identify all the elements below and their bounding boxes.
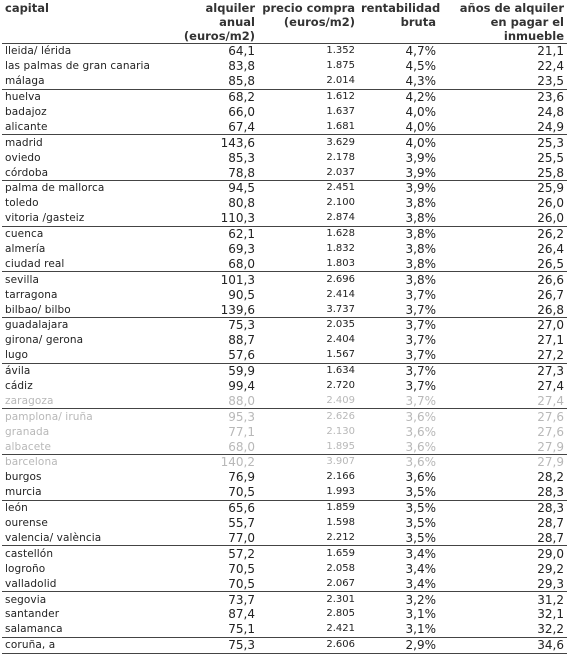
cell-years: 23,6 (439, 89, 567, 104)
table-row (2, 196, 567, 211)
cell-rent: 87,4 (228, 607, 255, 622)
cell-yield: 3,6% (358, 455, 439, 470)
cell-capital: lugo (5, 349, 29, 362)
cell-years: 28,3 (537, 485, 564, 500)
cell-price: 1.859 (258, 500, 358, 515)
cell-years: 29,0 (439, 546, 567, 561)
cell-yield: 3,4% (405, 561, 436, 576)
cell-capital: las palmas de gran canaria (5, 60, 151, 73)
cell-rent: 57,6 (228, 348, 255, 363)
table-row (2, 348, 567, 363)
cell-yield: 4,0% (405, 105, 436, 119)
cell-years: 25,5 (537, 150, 564, 165)
cell-years: 24,9 (537, 119, 564, 134)
cell-years: 26,8 (537, 302, 564, 317)
cell-yield: 4,7% (358, 44, 439, 59)
cell-yield: 4,5% (405, 59, 436, 74)
cell-rent: 55,7 (228, 516, 255, 531)
cell-rent: 88,0 (228, 393, 255, 408)
cell-price: 2.037 (326, 166, 355, 178)
table-row (2, 561, 567, 576)
cell-yield: 3,2% (358, 592, 439, 607)
cell-price: 1.567 (326, 349, 355, 361)
cell-price: 1.352 (258, 44, 358, 59)
cell-years: 27,6 (537, 424, 564, 439)
cell-rent: 78,8 (228, 165, 255, 180)
cell-rent: 110,3 (220, 211, 255, 226)
cell-rent: 64,1 (165, 44, 258, 59)
cell-price: 1.832 (326, 243, 355, 255)
cell-yield: 4,3% (405, 74, 436, 89)
cell-capital: burgos (5, 471, 42, 484)
cell-years: 28,7 (537, 530, 564, 545)
cell-rent: 68,0 (228, 439, 255, 454)
cell-yield: 3,6% (405, 439, 436, 454)
table-row (2, 531, 567, 546)
cell-capital: león (2, 500, 165, 515)
cell-capital: lleida/ lérida (2, 44, 165, 59)
table-row (2, 226, 567, 241)
table-row (2, 470, 567, 485)
cell-capital: córdoba (5, 166, 49, 179)
cell-years: 28,7 (537, 516, 564, 531)
table-row (2, 59, 567, 74)
cell-yield: 4,0% (405, 119, 436, 134)
cell-rent: 77,1 (228, 424, 255, 439)
cell-rent: 88,7 (228, 333, 255, 348)
rental-yield-table-container (2, 0, 567, 654)
table-row (2, 256, 567, 271)
header-yield: rentabilidad bruta (358, 0, 439, 44)
table-header (2, 0, 567, 44)
table-row (2, 272, 567, 287)
cell-price: 2.451 (258, 181, 358, 196)
table-row (2, 424, 567, 439)
rental-yield-table (2, 0, 567, 654)
cell-capital: valladolid (5, 577, 57, 590)
cell-capital: valencia/ valència (5, 531, 102, 544)
cell-years: 23,5 (537, 74, 564, 89)
cell-capital: tarragona (5, 288, 58, 301)
table-row (2, 44, 567, 59)
cell-yield: 3,7% (405, 393, 436, 408)
cell-price: 3.907 (258, 455, 358, 470)
table-row (2, 302, 567, 317)
cell-yield: 3,6% (405, 424, 436, 439)
table-row (2, 287, 567, 302)
cell-years: 25,9 (439, 181, 567, 196)
table-row (2, 516, 567, 531)
cell-years: 27,0 (439, 318, 567, 333)
header-rent: alquiler anual (euros/m2) (165, 0, 258, 44)
cell-rent: 76,9 (228, 470, 255, 485)
cell-years: 26,2 (439, 226, 567, 241)
table-row (2, 363, 567, 378)
cell-capital: barcelona (2, 455, 165, 470)
cell-price: 2.805 (326, 608, 355, 620)
cell-capital: vitoria /gasteiz (5, 212, 85, 225)
table-row (2, 89, 567, 104)
cell-price: 1.993 (326, 486, 355, 498)
cell-years: 27,4 (537, 379, 564, 394)
cell-rent: 75,3 (165, 318, 258, 333)
table-row (2, 181, 567, 196)
cell-price: 1.875 (326, 60, 355, 72)
cell-years: 21,1 (439, 44, 567, 59)
cell-price: 1.612 (258, 89, 358, 104)
cell-yield: 3,8% (405, 256, 436, 271)
cell-years: 22,4 (537, 59, 564, 74)
cell-yield: 3,7% (405, 348, 436, 363)
cell-capital: santander (5, 608, 60, 621)
cell-price: 2.178 (326, 151, 355, 163)
cell-rent: 83,8 (228, 59, 255, 74)
cell-yield: 3,9% (405, 150, 436, 165)
cell-years: 27,2 (537, 348, 564, 363)
cell-price: 1.895 (326, 440, 355, 452)
table-row (2, 119, 567, 134)
cell-capital: palma de mallorca (2, 181, 165, 196)
table-row (2, 637, 567, 653)
cell-price: 2.421 (326, 623, 355, 635)
cell-capital: zaragoza (5, 394, 54, 407)
cell-rent: 140,2 (165, 455, 258, 470)
cell-yield: 3,9% (405, 165, 436, 180)
cell-price: 2.409 (326, 394, 355, 406)
table-row (2, 242, 567, 257)
cell-rent: 68,2 (165, 89, 258, 104)
table-row (2, 546, 567, 561)
cell-capital: castellón (2, 546, 165, 561)
cell-yield: 3,1% (405, 622, 436, 637)
header-years: años de alquiler en pagar el inmueble (439, 0, 567, 44)
cell-rent: 75,3 (165, 637, 258, 653)
table-row (2, 333, 567, 348)
cell-capital: girona/ gerona (5, 334, 84, 347)
table-row (2, 455, 567, 470)
cell-capital: bilbao/ bilbo (5, 303, 71, 316)
cell-price: 2.130 (326, 425, 355, 437)
cell-capital: coruña, a (2, 637, 165, 653)
cell-years: 27,1 (537, 333, 564, 348)
cell-capital: albacete (5, 440, 52, 453)
cell-capital: guadalajara (2, 318, 165, 333)
cell-yield: 3,7% (358, 363, 439, 378)
cell-price: 2.035 (258, 318, 358, 333)
cell-capital: salamanca (5, 623, 63, 636)
cell-years: 24,8 (537, 105, 564, 119)
cell-capital: madrid (2, 135, 165, 150)
cell-price: 2.301 (258, 592, 358, 607)
table-row (2, 607, 567, 622)
cell-yield: 3,4% (405, 576, 436, 591)
cell-rent: 69,3 (228, 242, 255, 257)
cell-price: 2.414 (326, 288, 355, 300)
cell-rent: 85,8 (228, 74, 255, 89)
table-row (2, 576, 567, 591)
cell-years: 32,2 (537, 622, 564, 637)
cell-years: 29,3 (537, 576, 564, 591)
cell-yield: 3,5% (358, 500, 439, 515)
cell-years: 27,9 (537, 439, 564, 454)
cell-yield: 3,8% (358, 226, 439, 241)
table-row (2, 150, 567, 165)
cell-price: 2.014 (326, 75, 355, 87)
cell-capital: cádiz (5, 380, 33, 393)
cell-rent: 62,1 (165, 226, 258, 241)
cell-price: 2.212 (326, 531, 355, 543)
cell-rent: 143,6 (165, 135, 258, 150)
table-row (2, 318, 567, 333)
cell-yield: 4,0% (358, 135, 439, 150)
cell-yield: 3,6% (358, 409, 439, 424)
cell-yield: 3,7% (405, 302, 436, 317)
cell-years: 26,5 (537, 256, 564, 271)
cell-price: 1.598 (326, 517, 355, 529)
cell-capital: granada (5, 425, 50, 438)
table-row (2, 500, 567, 515)
cell-yield: 3,8% (405, 242, 436, 257)
cell-rent: 65,6 (165, 500, 258, 515)
cell-capital: ávila (2, 363, 165, 378)
table-row (2, 485, 567, 500)
cell-years: 26,0 (537, 196, 564, 211)
cell-yield: 3,5% (405, 516, 436, 531)
cell-rent: 85,3 (228, 150, 255, 165)
cell-capital: badajoz (5, 106, 47, 118)
cell-years: 27,6 (439, 409, 567, 424)
cell-yield: 3,7% (405, 287, 436, 302)
cell-capital: cuenca (2, 226, 165, 241)
cell-rent: 70,5 (228, 485, 255, 500)
cell-yield: 3,5% (405, 530, 436, 545)
cell-rent: 95,3 (165, 409, 258, 424)
cell-rent: 67,4 (228, 119, 255, 134)
cell-rent: 70,5 (228, 576, 255, 591)
cell-years: 26,4 (537, 242, 564, 257)
cell-yield: 3,4% (358, 546, 439, 561)
cell-yield: 3,8% (405, 196, 436, 211)
cell-rent: 80,8 (228, 196, 255, 211)
cell-years: 29,2 (537, 561, 564, 576)
cell-yield: 3,6% (405, 470, 436, 485)
cell-years: 25,3 (439, 135, 567, 150)
cell-price: 1.803 (326, 257, 355, 269)
cell-yield: 3,7% (358, 318, 439, 333)
cell-yield: 4,2% (358, 89, 439, 104)
cell-rent: 139,6 (220, 302, 255, 317)
table-row (2, 74, 567, 89)
cell-rent: 99,4 (228, 379, 255, 394)
cell-price: 2.058 (326, 562, 355, 574)
cell-price: 2.404 (326, 334, 355, 346)
cell-yield: 3,7% (405, 379, 436, 394)
cell-price: 2.166 (326, 471, 355, 483)
cell-capital: sevilla (2, 272, 165, 287)
cell-years: 31,2 (439, 592, 567, 607)
cell-yield: 3,9% (358, 181, 439, 196)
table-row (2, 211, 567, 226)
cell-price: 2.100 (326, 197, 355, 209)
cell-rent: 70,5 (228, 561, 255, 576)
cell-years: 26,6 (439, 272, 567, 287)
table-row (2, 165, 567, 180)
cell-capital: toledo (5, 197, 39, 210)
cell-capital: oviedo (5, 151, 41, 164)
cell-capital: ourense (5, 517, 48, 530)
cell-years: 27,4 (537, 393, 564, 408)
cell-price: 1.681 (326, 120, 355, 132)
cell-years: 28,2 (537, 470, 564, 485)
cell-price: 1.628 (258, 226, 358, 241)
cell-years: 34,6 (439, 637, 567, 653)
cell-yield: 2,9% (358, 637, 439, 653)
cell-yield: 3,8% (405, 211, 436, 226)
cell-yield: 3,8% (358, 272, 439, 287)
cell-capital: málaga (5, 75, 45, 88)
table-row (2, 105, 567, 120)
cell-yield: 3,5% (405, 485, 436, 500)
cell-years: 26,7 (537, 287, 564, 302)
cell-rent: 68,0 (228, 256, 255, 271)
cell-years: 26,0 (537, 211, 564, 226)
cell-capital: huelva (2, 89, 165, 104)
table-row (2, 393, 567, 408)
table-row (2, 439, 567, 454)
cell-rent: 57,2 (165, 546, 258, 561)
cell-capital: logroño (5, 562, 46, 575)
cell-years: 32,1 (537, 607, 564, 622)
cell-rent: 77,0 (228, 530, 255, 545)
cell-years: 27,3 (439, 363, 567, 378)
cell-capital: pamplona/ iruña (2, 409, 165, 424)
cell-price: 2.874 (326, 212, 355, 224)
table-row (2, 379, 567, 394)
cell-price: 3.737 (326, 303, 355, 315)
cell-yield: 3,1% (405, 607, 436, 622)
cell-price: 2.626 (258, 409, 358, 424)
table-row (2, 409, 567, 424)
cell-price: 2.067 (326, 577, 355, 589)
cell-rent: 75,1 (228, 622, 255, 637)
cell-years: 28,3 (439, 500, 567, 515)
header-capital: capital (2, 0, 165, 44)
cell-years: 27,9 (439, 455, 567, 470)
header-price: precio compra (euros/m2) (258, 0, 358, 44)
cell-capital: ciudad real (5, 257, 65, 270)
cell-price: 2.696 (258, 272, 358, 287)
cell-price: 2.720 (326, 380, 355, 392)
cell-yield: 3,7% (405, 333, 436, 348)
cell-capital: almería (5, 243, 46, 256)
cell-rent: 90,5 (228, 287, 255, 302)
table-row (2, 135, 567, 150)
cell-rent: 59,9 (165, 363, 258, 378)
cell-capital: segovia (2, 592, 165, 607)
table-body (2, 44, 567, 654)
cell-rent: 73,7 (165, 592, 258, 607)
table-row (2, 592, 567, 607)
cell-rent: 94,5 (165, 181, 258, 196)
cell-price: 3.629 (258, 135, 358, 150)
cell-price: 1.637 (326, 106, 355, 117)
cell-rent: 66,0 (228, 105, 255, 119)
cell-years: 25,8 (537, 165, 564, 180)
cell-price: 2.606 (258, 637, 358, 653)
cell-price: 1.659 (258, 546, 358, 561)
cell-capital: murcia (5, 486, 42, 499)
cell-capital: alicante (5, 120, 48, 133)
cell-rent: 101,3 (165, 272, 258, 287)
cell-price: 1.634 (258, 363, 358, 378)
